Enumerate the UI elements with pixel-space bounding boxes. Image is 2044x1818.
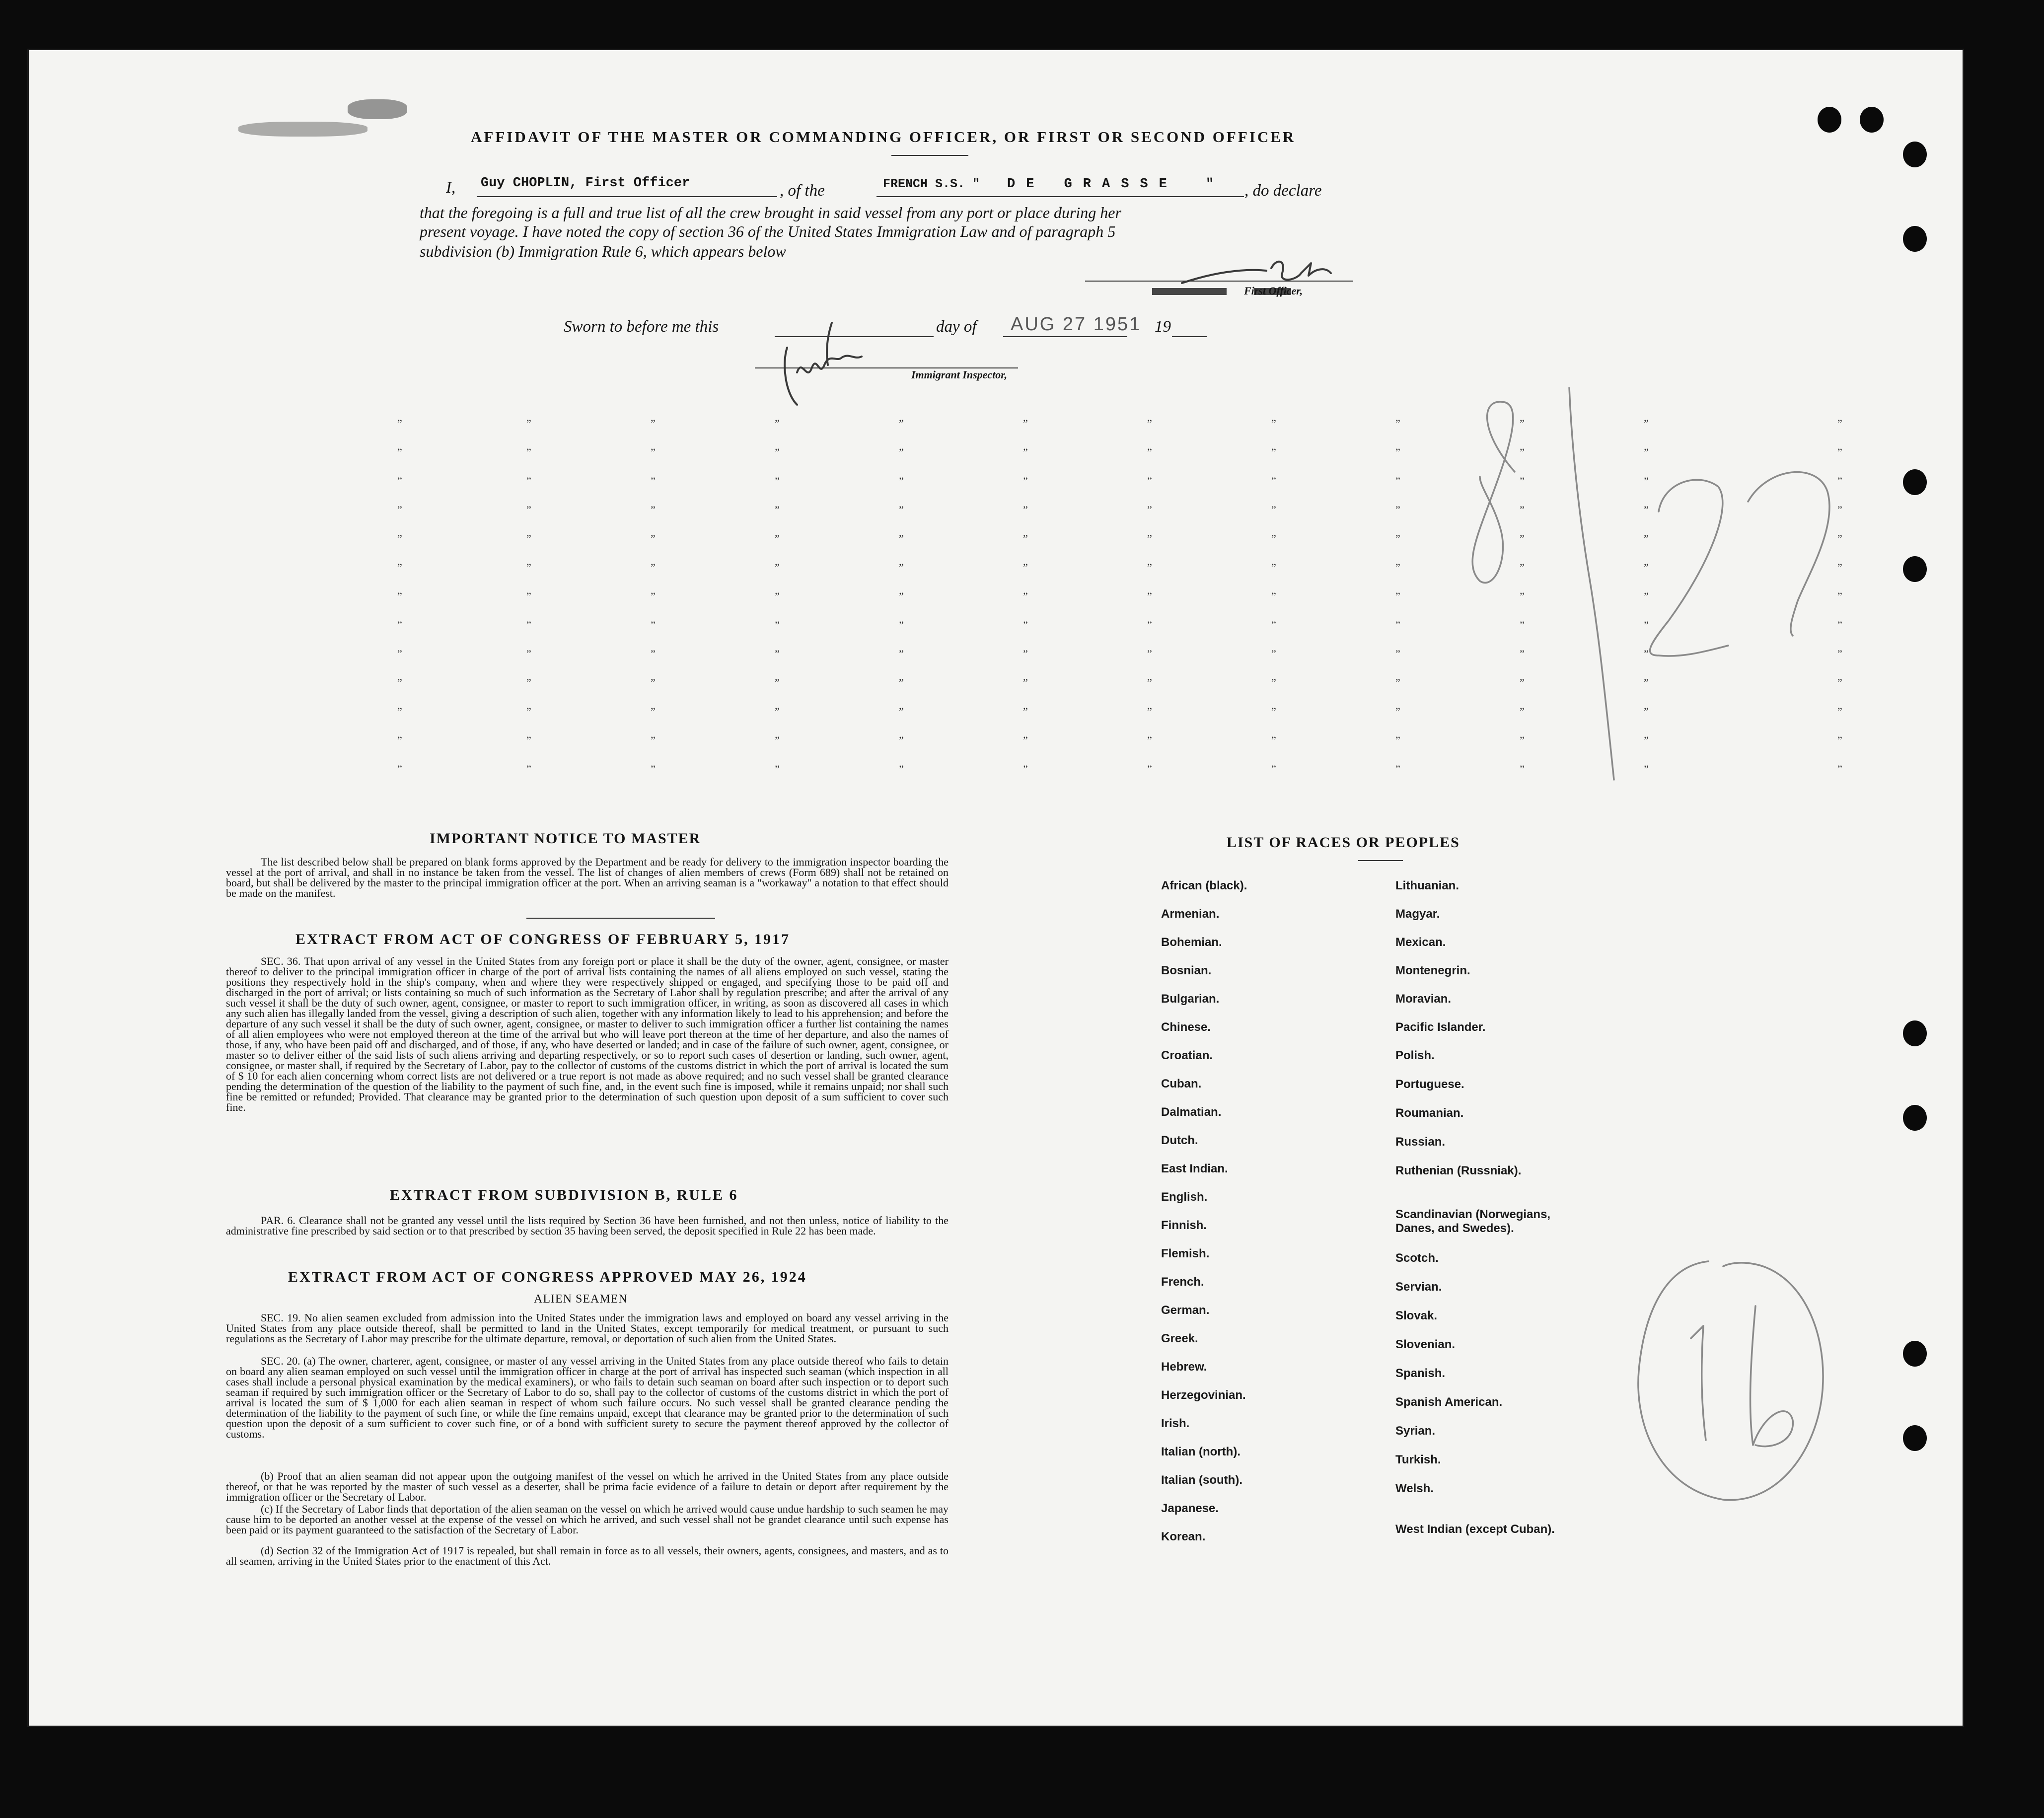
ditto-mark: ”: [397, 532, 402, 545]
race-item: Chinese.: [1161, 1020, 1211, 1034]
race-item: Croatian.: [1161, 1049, 1213, 1062]
handwritten-circled-note: [1629, 1251, 1837, 1510]
ditto-mark: ”: [526, 619, 531, 631]
ditto-mark: ”: [1520, 590, 1525, 602]
race-item: Russian.: [1395, 1135, 1446, 1149]
ditto-mark: ”: [1023, 446, 1028, 458]
ditto-mark: ”: [775, 417, 780, 430]
ditto-mark: ”: [651, 734, 656, 746]
ditto-mark: ”: [526, 705, 531, 718]
ditto-mark: ”: [1395, 763, 1400, 775]
ditto-mark: ”: [775, 676, 780, 689]
ditto-mark: ”: [526, 648, 531, 660]
ditto-mark: ”: [1644, 648, 1649, 660]
race-item: Pacific Islander.: [1395, 1020, 1486, 1034]
ditto-mark: ”: [899, 734, 904, 746]
ditto-mark: ”: [526, 532, 531, 545]
ditto-mark: ”: [775, 734, 780, 746]
ditto-mark: ”: [1271, 532, 1276, 545]
affidavit-line3: present voyage. I have noted the copy of section 36 of the United States Immigration Law and of paragraph 5: [420, 222, 1116, 240]
ditto-mark: ”: [1395, 417, 1400, 430]
race-item: French.: [1161, 1275, 1204, 1289]
ditto-mark: ”: [899, 504, 904, 516]
ditto-mark: ”: [397, 561, 402, 574]
ditto-mark: ”: [1837, 619, 1842, 631]
race-item: African (black).: [1161, 879, 1247, 892]
do-declare: , do declare: [1244, 182, 1322, 200]
race-item: Servian.: [1395, 1280, 1442, 1294]
race-item: Portuguese.: [1395, 1078, 1464, 1091]
ditto-mark: ”: [1520, 734, 1525, 746]
ink-smudge: [348, 99, 407, 119]
race-item: Scotch.: [1395, 1251, 1439, 1265]
ditto-mark: ”: [397, 648, 402, 660]
ditto-mark: ”: [899, 705, 904, 718]
extract3-sec20b: (b) Proof that an alien seaman did not appear upon the outgoing manifest of the vessel on which he arrived in the United States from any place outside thereof, or that he was reported by the master of such vessel as a deserter, shall be prima facie evidence of a failure to detain or deport after requirement by the immigration officer or the Secretary of Labor.: [226, 1470, 949, 1503]
ditto-mark: ”: [1147, 763, 1152, 775]
punch-hole: [1860, 107, 1884, 133]
extract1-title: EXTRACT FROM ACT OF CONGRESS OF FEBRUARY 5, 1917: [295, 931, 791, 947]
race-item: Dalmatian.: [1161, 1105, 1222, 1119]
ditto-mark: ”: [1395, 619, 1400, 631]
ditto-mark: ”: [899, 417, 904, 430]
race-item: German.: [1161, 1304, 1210, 1317]
ditto-mark: ”: [1837, 648, 1842, 660]
races-title-rule: [1358, 860, 1403, 861]
race-item: Spanish American.: [1395, 1395, 1503, 1409]
punch-hole: [1903, 142, 1927, 167]
ditto-mark: ”: [1837, 446, 1842, 458]
ditto-mark: ”: [1837, 532, 1842, 545]
ditto-mark: ”: [1271, 475, 1276, 487]
ditto-mark: ”: [1395, 446, 1400, 458]
ditto-mark: ”: [1147, 590, 1152, 602]
ditto-mark: ”: [651, 763, 656, 775]
ditto-mark: ”: [899, 763, 904, 775]
ditto-mark: ”: [1520, 561, 1525, 574]
ditto-mark: ”: [651, 676, 656, 689]
ditto-mark: ”: [1147, 504, 1152, 516]
ditto-mark: ”: [1023, 676, 1028, 689]
ditto-mark: ”: [1395, 504, 1400, 516]
ditto-mark: ”: [1837, 734, 1842, 746]
ditto-mark: ”: [1147, 734, 1152, 746]
affidavit-heading: AFFIDAVIT OF THE MASTER OR COMMANDING OFFICER, OR FIRST OR SECOND OFFICER: [471, 128, 1296, 145]
ditto-mark: ”: [1644, 475, 1649, 487]
ditto-mark: ”: [1837, 561, 1842, 574]
ditto-mark: ”: [1520, 705, 1525, 718]
ditto-mark: ”: [1644, 705, 1649, 718]
race-item: Bulgarian.: [1161, 992, 1220, 1006]
year-line: [1172, 336, 1207, 337]
ditto-mark: ”: [1395, 590, 1400, 602]
ditto-mark: ”: [1147, 532, 1152, 545]
races-title: LIST OF RACES OR PEOPLES: [1227, 834, 1460, 851]
affidavit-line1: [446, 176, 1370, 204]
ditto-mark: ”: [1271, 504, 1276, 516]
ditto-mark: ”: [526, 590, 531, 602]
ditto-mark: ”: [651, 705, 656, 718]
race-item: Ruthenian (Russniak).: [1395, 1164, 1522, 1177]
punch-hole: [1903, 1341, 1927, 1367]
notice-rule: [526, 918, 715, 919]
race-item: Flemish.: [1161, 1247, 1210, 1260]
race-item: Italian (north).: [1161, 1445, 1241, 1458]
ditto-mark: ”: [1520, 504, 1525, 516]
race-item: Montenegrin.: [1395, 964, 1470, 977]
ditto-mark: ”: [899, 446, 904, 458]
ditto-mark: ”: [1520, 446, 1525, 458]
ditto-mark: ”: [1644, 676, 1649, 689]
ditto-mark: ”: [1147, 705, 1152, 718]
punch-hole: [1903, 1020, 1927, 1046]
ditto-mark: ”: [1271, 619, 1276, 631]
ditto-mark: ”: [526, 734, 531, 746]
ditto-mark: ”: [1147, 648, 1152, 660]
affidavit-line2: that the foregoing is a full and true list of all the crew brought in said vessel from any port or place during her: [420, 204, 1121, 221]
ditto-mark: ”: [899, 532, 904, 545]
ditto-mark: ”: [1395, 475, 1400, 487]
punch-hole: [1903, 1425, 1927, 1451]
punch-hole: [1818, 107, 1841, 133]
extract3-sec20d: (d) Section 32 of the Immigration Act of 1917 is repealed, but shall remain in force as to all vessels, their owners, agents, consignees, and masters, and as to all seamen, arriving in the United States prior to the enactment of this Act.: [226, 1544, 949, 1567]
ditto-mark: ”: [1520, 619, 1525, 631]
race-item: Spanish.: [1395, 1367, 1446, 1380]
extract3-title: EXTRACT FROM ACT OF CONGRESS APPROVED MAY 26, 1924: [288, 1269, 807, 1285]
ditto-mark: ”: [526, 417, 531, 430]
ditto-mark: ”: [1837, 504, 1842, 516]
vessel-prefix: FRENCH S.S. ": [883, 177, 980, 191]
ditto-mark: ”: [1644, 763, 1649, 775]
ditto-mark: ”: [1147, 561, 1152, 574]
ditto-mark: ”: [1395, 705, 1400, 718]
ditto-mark: ”: [1644, 561, 1649, 574]
ditto-mark: ”: [1271, 763, 1276, 775]
ditto-mark: ”: [1271, 417, 1276, 430]
ditto-mark: ”: [1837, 475, 1842, 487]
race-item: Armenian.: [1161, 907, 1220, 921]
day-of-label: day of: [936, 318, 977, 336]
of-the-label: , of the: [780, 182, 825, 200]
ditto-mark: ”: [899, 648, 904, 660]
ditto-mark: ”: [775, 532, 780, 545]
ditto-mark: ”: [651, 648, 656, 660]
race-item: Slovenian.: [1395, 1338, 1456, 1351]
notice-body: The list described below shall be prepared on blank forms approved by the Department and be ready for delivery to the immigration inspector boarding the vessel at the port of arrival, and shall in no instance be taken from the vessel. The list of changes of alien members of crews (Form 689) shall not be retained on board, but shall be delivered by the master to the principal immigration officer at the port. When an arriving seaman is a "workaway" a notation to that effect should be made on the manifest.: [226, 856, 949, 899]
ditto-mark: ”: [775, 619, 780, 631]
ditto-mark: ”: [397, 763, 402, 775]
ditto-mark: ”: [1644, 532, 1649, 545]
race-item: Korean.: [1161, 1530, 1206, 1543]
extract3-sec19: SEC. 19. No alien seamen excluded from admission into the United States under the immigration laws and employed on board any vessel arriving in the United States from any place outside thereof, shall be permitted to land in the United States, except temporarily for medical treatment, or pursuant to such regulations as the Secretary of Labor may prescribe for the ultimate departure, removal, or deportation of such alien from the United States.: [226, 1311, 949, 1345]
ditto-mark: ”: [526, 475, 531, 487]
ditto-mark: ”: [397, 676, 402, 689]
ditto-mark: ”: [526, 561, 531, 574]
race-item: English.: [1161, 1190, 1208, 1204]
ditto-mark: ”: [651, 619, 656, 631]
race-item: Magyar.: [1395, 907, 1440, 921]
ink-smudge: [238, 122, 367, 137]
ditto-mark: ”: [899, 676, 904, 689]
race-item: Irish.: [1161, 1417, 1190, 1430]
ditto-mark: ”: [1837, 590, 1842, 602]
ditto-mark: ”: [1023, 561, 1028, 574]
race-item: Moravian.: [1395, 992, 1452, 1006]
extract1-body: SEC. 36. That upon arrival of any vessel in the United States from any foreign port or place it shall be the duty of the owner, agent, consignee, or master thereof to deliver to the principal immigration officer in charge of the port of arrival lists containing the names of all aliens employed on such vessel, stating the positions they respectively hold in the ship's company, when and where they were respectively shipped or engaged, and specifying those to be paid off and discharged in the port of arrival; or lists containing so much of such information as the Secretary of Labor shall by regulation prescribe; and after the arrival of any such vessel it shall be the duty of such owner, agent, consignee, or master to report to such immigration officer, in writing, as soon as discovered all cases in which any such alien has illegally landed from the vessel, giving a description of such alien, together with any information likely to lead to his apprehension; and before the departure of any such vessel it shall be the duty of such owner, agent, consignee, or master to deliver to such immigration officer a further list containing the names of all alien employees who were not employed thereon at the time of the arrival but who will leave port thereon at the time of her departure, and also the names of those, if any, who have been paid off and discharged, and of those, if any, who have deserted or landed; and in case of the failure of such owner, agent, consignee, or master so to deliver either of the said lists of such aliens arriving and departing respectively, or so to report such cases of desertion or landing, such owner, agent, consignee, or master shall, if required by the Secretary of Labor, pay to the collector of customs of the customs district in which the port of arrival is located the sum of $ 10 for each alien concerning whom correct lists are not delivered or a true report is not made as above required; and no such vessel shall be granted clearance pending the determination of the question of the liability to the payment of such fine, and, in the event such fine is imposed, while it remains unpaid; nor shall such fine be remitted or refunded; Provided. That clearance may be granted prior to the determination of such question upon deposit of a sum sufficient to cover such fine.: [226, 955, 949, 1113]
ditto-mark: ”: [1147, 417, 1152, 430]
notice-title: IMPORTANT NOTICE TO MASTER: [430, 830, 701, 847]
officer-name: Guy CHOPLIN, First Officer: [481, 176, 690, 191]
ditto-mark: ”: [651, 504, 656, 516]
affidavit-line4: subdivision (b) Immigration Rule 6, which appears below: [420, 242, 786, 260]
ditto-mark: ”: [1644, 619, 1649, 631]
ditto-mark: ”: [651, 417, 656, 430]
ditto-mark: ”: [1023, 532, 1028, 545]
signature-caption: First Officer,: [1244, 285, 1303, 297]
ditto-mark: ”: [1837, 676, 1842, 689]
ditto-mark: ”: [1644, 590, 1649, 602]
ditto-mark: ”: [1147, 619, 1152, 631]
race-item: Mexican.: [1395, 936, 1446, 949]
ditto-mark: ”: [1520, 532, 1525, 545]
ditto-mark: ”: [775, 475, 780, 487]
ditto-mark: ”: [1023, 734, 1028, 746]
race-item: East Indian.: [1161, 1162, 1228, 1175]
race-item: Hebrew.: [1161, 1360, 1207, 1374]
ditto-mark: ”: [1644, 417, 1649, 430]
ditto-mark: ”: [1644, 734, 1649, 746]
ditto-mark: ”: [1023, 475, 1028, 487]
ditto-mark: ”: [775, 705, 780, 718]
ditto-mark: ”: [1837, 705, 1842, 718]
ditto-mark: ”: [397, 705, 402, 718]
ditto-mark: ”: [899, 475, 904, 487]
ditto-mark: ”: [1023, 705, 1028, 718]
ditto-mark: ”: [397, 619, 402, 631]
race-item: Polish.: [1395, 1049, 1435, 1062]
race-item: Turkish.: [1395, 1453, 1441, 1466]
extract2-title: EXTRACT FROM SUBDIVISION B, RULE 6: [390, 1187, 738, 1203]
ditto-mark: ”: [899, 561, 904, 574]
date-line: [1003, 336, 1127, 337]
ditto-mark: ”: [1271, 734, 1276, 746]
race-item: Bosnian.: [1161, 964, 1212, 977]
race-item: West Indian (except Cuban).: [1395, 1523, 1555, 1536]
i-label: I,: [446, 179, 456, 197]
race-item: Herzegovinian.: [1161, 1388, 1246, 1402]
punch-hole: [1903, 556, 1927, 582]
punch-hole: [1903, 469, 1927, 495]
ditto-mark: ”: [397, 446, 402, 458]
ditto-mark: ”: [1023, 417, 1028, 430]
ditto-mark: ”: [1271, 676, 1276, 689]
ditto-mark: ”: [526, 676, 531, 689]
ditto-mark: ”: [899, 590, 904, 602]
ditto-mark: ”: [651, 475, 656, 487]
ditto-mark: ”: [775, 561, 780, 574]
punch-hole: [1903, 1105, 1927, 1131]
extract2-body: PAR. 6. Clearance shall not be granted any vessel until the lists required by Section 36 have been furnished, and not then unless, notice of liability to the administrative fine prescribed by said section or to that prescribed by section 35 having been served, the deposit specified in Rule 22 has been made.: [226, 1214, 949, 1237]
ditto-mark: ”: [1147, 475, 1152, 487]
extract3-subtitle: ALIEN SEAMEN: [534, 1293, 628, 1306]
ditto-mark: ”: [651, 532, 656, 545]
sworn-label: Sworn to before me this: [564, 318, 719, 336]
ditto-mark: ”: [1395, 532, 1400, 545]
vessel-name: DE GRASSE: [1007, 177, 1178, 192]
ditto-mark: ”: [1837, 763, 1842, 775]
ditto-mark: ”: [1023, 590, 1028, 602]
ditto-mark: ”: [1520, 676, 1525, 689]
race-item: Roumanian.: [1395, 1106, 1464, 1120]
race-item: Slovak.: [1395, 1309, 1438, 1322]
year-label: 19: [1155, 318, 1171, 336]
ditto-mark: ”: [1395, 648, 1400, 660]
race-item: Cuban.: [1161, 1077, 1202, 1091]
vessel-suffix: ": [1206, 177, 1214, 192]
ditto-mark: ”: [1395, 676, 1400, 689]
heading-rule: [891, 155, 968, 156]
extract3-sec20a: SEC. 20. (a) The owner, charterer, agent, consignee, or master of any vessel arriving in the United States from any place outside thereof who fails to detain on board any alien seaman employed on such vessel until the immigration officer in charge at the port of arrival has inspected such seaman (which inspection in all cases shall include a personal physical examination by the medical examiners), or who fails to detain such seaman on board after such inspection or to deport such seaman if required by such immigration officer or the Secretary of Labor to do so, shall pay to the collector of customs of the customs district in which the port of arrival is located the sum of $ 1,000 for each alien seaman in respect of whom such failure occurs. No such vessel shall be granted clearance pending the determination of the liability to the payment of such fine, or while the fine remains unpaid, except that clearance may be granted prior to the determination of such question upon the deposit of a sum sufficient to cover such fine, or of a bond with sufficient surety to secure the payment thereof approved by the collector of customs.: [226, 1355, 949, 1440]
race-item: Greek.: [1161, 1332, 1198, 1345]
ditto-mark: ”: [1837, 417, 1842, 430]
ditto-mark: ”: [1023, 648, 1028, 660]
ditto-mark: ”: [775, 446, 780, 458]
ditto-mark: ”: [397, 734, 402, 746]
ditto-mark: ”: [1023, 619, 1028, 631]
date-stamp: AUG 27 1951: [1011, 314, 1142, 335]
ditto-mark: ”: [1271, 705, 1276, 718]
race-item: Finnish.: [1161, 1219, 1207, 1232]
ditto-mark: ”: [1644, 504, 1649, 516]
ditto-mark: ”: [1023, 504, 1028, 516]
ditto-mark: ”: [899, 619, 904, 631]
ditto-mark: ”: [526, 504, 531, 516]
race-item: Dutch.: [1161, 1134, 1198, 1147]
ditto-mark: ”: [775, 648, 780, 660]
race-item: Japanese.: [1161, 1502, 1219, 1515]
ditto-mark: ”: [526, 763, 531, 775]
name-underline: [477, 196, 777, 197]
ditto-mark: ”: [1644, 446, 1649, 458]
ditto-mark: ”: [775, 504, 780, 516]
handwritten-date-note: [1450, 387, 1847, 814]
ditto-mark: ”: [1271, 590, 1276, 602]
race-item: Scandinavian (Norwegians, Danes, and Swedes).: [1395, 1208, 1551, 1235]
ditto-mark: ”: [397, 475, 402, 487]
ditto-mark: ”: [397, 417, 402, 430]
ditto-mark: ”: [526, 446, 531, 458]
ditto-mark: ”: [651, 446, 656, 458]
race-item: Italian (south).: [1161, 1473, 1242, 1487]
ditto-mark: ”: [1147, 676, 1152, 689]
extract3-sec20c: (c) If the Secretary of Labor finds that deportation of the alien seaman on the vessel on which he arrived would cause undue hardship to such seamen he may cause him to be deported an another vessel at the expense of the vessel on which he arrived, and such vessel shall not be grandet clearance until such expense has been paid or its payment guaranteed to the satisfaction of the Secretary of Labor.: [226, 1503, 949, 1536]
ditto-mark: ”: [1147, 446, 1152, 458]
ditto-mark: ”: [1023, 763, 1028, 775]
punch-hole: [1903, 226, 1927, 252]
inspector-caption: Immigrant Inspector,: [911, 368, 1008, 381]
ditto-mark: ”: [1271, 446, 1276, 458]
ditto-mark: ”: [1271, 561, 1276, 574]
vessel-underline: [876, 196, 1244, 197]
ditto-mark: ”: [1520, 648, 1525, 660]
ditto-mark: ”: [397, 590, 402, 602]
ditto-mark: ”: [1520, 417, 1525, 430]
ditto-mark: ”: [1271, 648, 1276, 660]
ditto-mark: ”: [1520, 763, 1525, 775]
race-item: Welsh.: [1395, 1482, 1434, 1495]
race-item: Syrian.: [1395, 1424, 1436, 1438]
ditto-mark: ”: [1395, 561, 1400, 574]
ditto-mark: ”: [775, 590, 780, 602]
ditto-mark: ”: [651, 590, 656, 602]
ditto-mark: ”: [651, 561, 656, 574]
ditto-mark: ”: [775, 763, 780, 775]
ditto-mark: ”: [1395, 734, 1400, 746]
race-item: Lithuanian.: [1395, 879, 1459, 892]
race-item: Bohemian.: [1161, 936, 1222, 949]
ditto-mark: ”: [397, 504, 402, 516]
officer-signature-line: [1085, 281, 1353, 282]
ditto-mark: ”: [1520, 475, 1525, 487]
